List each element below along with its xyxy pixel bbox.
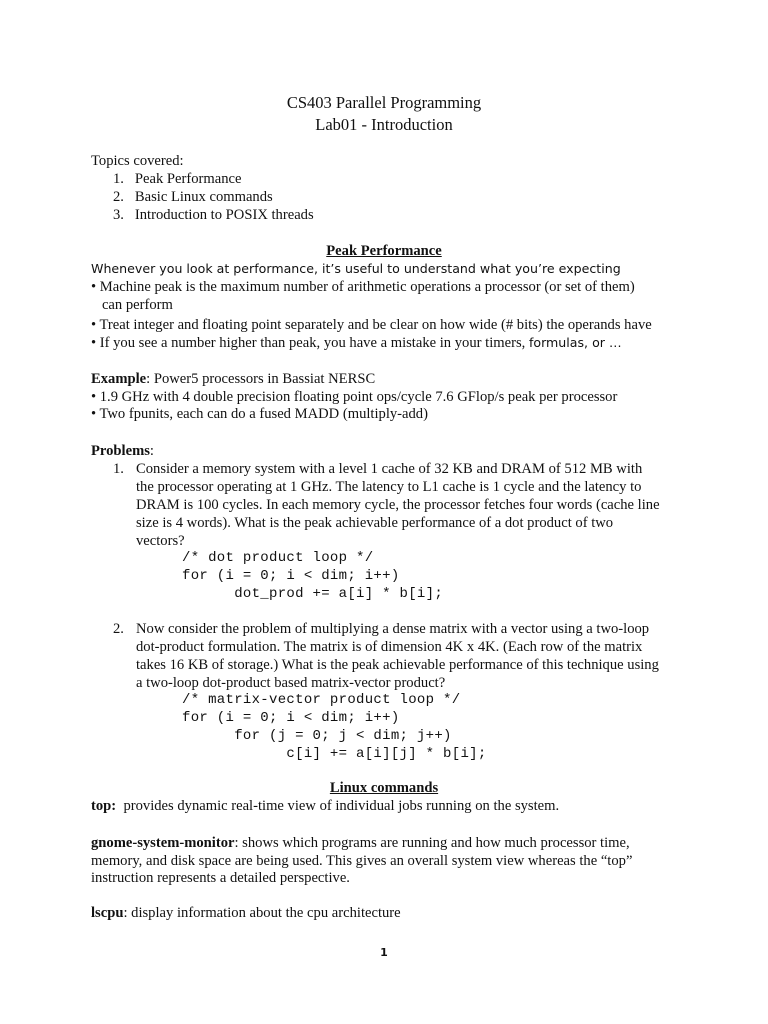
topic-item: 1. Peak Performance [113, 171, 242, 187]
lscpu-line: lscpu: display information about the cpu architecture [91, 905, 401, 921]
problem-2-code: /* matrix-vector product loop */ [182, 692, 461, 708]
gnome-system-monitor-line: gnome-system-monitor: shows which programs are running and how much processor time, [91, 835, 630, 851]
peak-bullet: • Treat integer and floating point separately and be clear on how wide (# bits) the operands have [91, 317, 652, 333]
topic-item: 3. Introduction to POSIX threads [113, 207, 314, 223]
peak-bullet: • Machine peak is the maximum number of arithmetic operations a processor (or set of them) [91, 279, 635, 295]
gnome-system-monitor-text: instruction represents a detailed perspective. [91, 870, 350, 886]
problem-2-code: for (j = 0; j < dim; j++) [182, 728, 452, 744]
problem-1-text: Consider a memory system with a level 1 cache of 32 KB and DRAM of 512 MB with [136, 461, 643, 477]
problem-1-code: dot_prod += a[i] * b[i]; [182, 586, 444, 602]
problem-1-text: DRAM is 100 cycles. In each memory cycle, the processor fetches four words (cache line [136, 497, 660, 513]
problem-2-code: c[i] += a[i][j] * b[i]; [182, 746, 487, 762]
gnome-system-monitor-text: memory, and disk space are being used. This gives an overall system view whereas the “top” [91, 853, 633, 869]
top-command-label: top: [91, 798, 117, 814]
document-title: CS403 Parallel Programming [286, 93, 482, 112]
top-command-line: top: provides dynamic real-time view of individual jobs running on the system. [91, 798, 560, 814]
problems-line: Problems: [91, 443, 154, 459]
peak-bullet-tail: formulas, or … [528, 335, 622, 350]
peak-bullet: • If you see a number higher than peak, you have a mistake in your timers, formulas, or … [91, 335, 622, 351]
example-bullet: • 1.9 GHz with 4 double precision floating point ops/cycle 7.6 GFlop/s peak per processor [91, 389, 618, 405]
problem-1-text: the processor operating at 1 GHz. The latency to L1 cache is 1 cycle and the latency to [136, 479, 642, 495]
problem-2-text: a two-loop dot-product based matrix-vector product? [136, 675, 446, 691]
problems-label: Problems [91, 443, 150, 459]
problem-1-text: vectors? [136, 533, 185, 549]
page-number: 1 [380, 946, 388, 959]
problem-2-number: 2. [113, 621, 124, 637]
problem-1-code: /* dot product loop */ [182, 550, 374, 566]
peak-intro: Whenever you look at performance, it’s useful to understand what you’re expecting [91, 261, 621, 276]
topics-label: Topics covered: [91, 153, 184, 169]
problem-2-text: takes 16 KB of storage.) What is the peak achievable performance of this technique using [136, 657, 659, 673]
gnome-system-monitor-label: gnome-system-monitor [91, 835, 235, 851]
problem-1-code: for (i = 0; i < dim; i++) [182, 568, 400, 584]
problem-1-text: size is 4 words). What is the peak achievable performance of a dot product of two [136, 515, 614, 531]
peak-bullet-continuation: can perform [91, 297, 173, 313]
example-label: Example [91, 371, 147, 387]
section-heading-linux-commands: Linux commands [329, 780, 439, 796]
lscpu-label: lscpu [91, 905, 124, 921]
problem-2-code: for (i = 0; i < dim; i++) [182, 710, 400, 726]
problem-2-text: dot-product formulation. The matrix is of dimension 4K x 4K. (Each row of the matrix [136, 639, 643, 655]
example-bullet: • Two fpunits, each can do a fused MADD (multiply-add) [91, 406, 428, 422]
section-heading-peak-performance: Peak Performance [326, 243, 442, 259]
document-subtitle: Lab01 - Introduction [315, 115, 453, 134]
problem-1-number: 1. [113, 461, 124, 477]
topic-item: 2. Basic Linux commands [113, 189, 273, 205]
problem-2-text: Now consider the problem of multiplying a dense matrix with a vector using a two-loop [136, 621, 650, 637]
example-line: Example: Power5 processors in Bassiat NERSC [91, 371, 376, 387]
